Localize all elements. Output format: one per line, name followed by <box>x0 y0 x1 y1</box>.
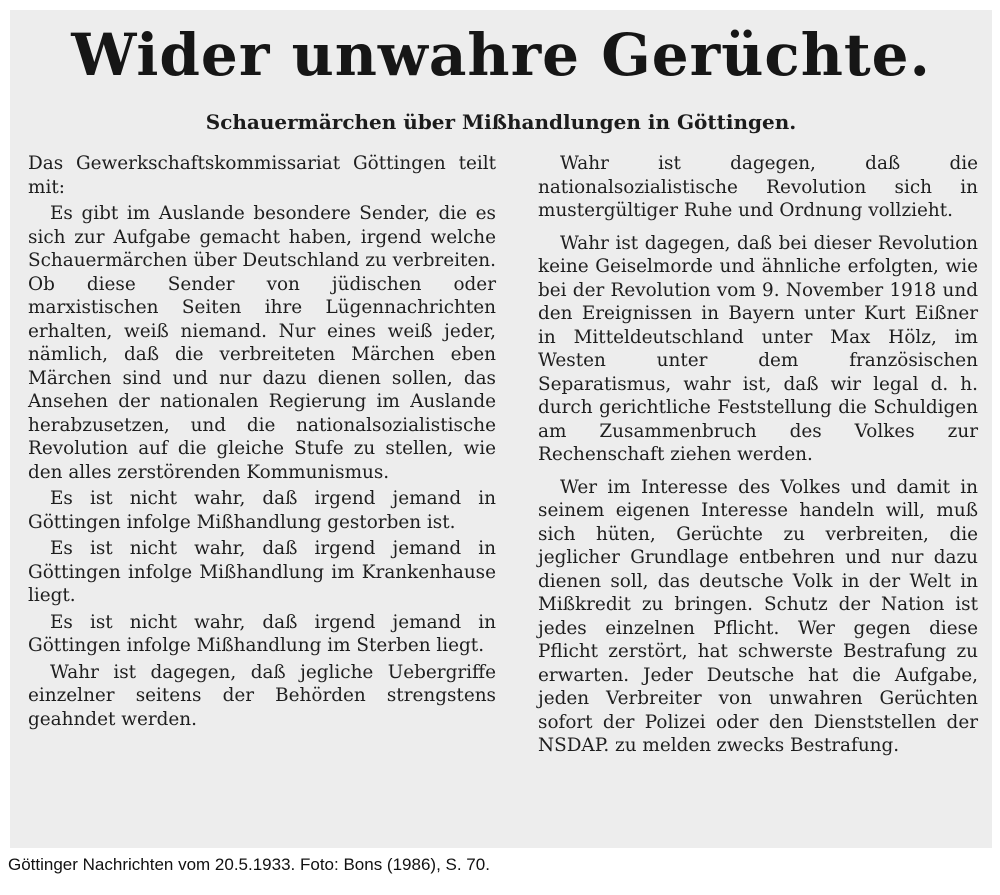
right-column <box>538 152 978 761</box>
left-paragraph-senders: Es gibt im Auslande besondere Sender, die es sich zur Aufgabe gemacht haben, irgend welche Schauermärchen über Deutschland zu verbreiten. Ob diese Sender von jüdischen oder marxistischen Seiten ihre Lügennachrichten erhalten, weiß niemand. Nur eines weiß jeder, nämlich, daß die verbreiteten Märchen eben Märchen sind und nur dazu dienen sollen, das Ansehen der nationalen Regierung im Auslande herabzusetzen, und die nationalsozialistische Revolution auf die gleiche Stufe zu stellen, wie den alles zerstörenden Kommunismus. <box>28 203 496 483</box>
subheadline: Schauermärchen über Mißhandlungen in Göttingen. <box>205 110 797 134</box>
newspaper-clipping <box>10 10 992 848</box>
left-paragraph-intro: Das Gewerkschaftskommissariat Göttingen teilt mit: <box>28 153 496 198</box>
left-paragraph-true-punished: Wahr ist dagegen, daß jegliche Uebergriffe einzelner seitens der Behörden strengstens geahndet werden. <box>28 661 496 730</box>
headline: Wider unwahre Gerüchte. <box>71 21 931 89</box>
right-paragraph-rumors-warning: Wer im Interesse des Volkes und damit in seinem eigenen Interesse handeln will, muß sich hüten, Gerüchte zu verbreiten, die jeglicher Grundlage entbehren und nur dazu dienen soll, das deutsche Volk in der Welt in Mißkredit zu bringen. Schutz der Nation ist jedes einzelnen Pflicht. Wer gegen diese Pflicht zerstört, hat schwerste Bestrafung zu erwarten. Jeder Deutsche hat die Aufgabe, jeden Verbreiter von unwahren Gerüchten sofort der Polizei oder den Dienststellen der NSDAP. zu melden zwecks Bestrafung. <box>538 476 978 756</box>
left-paragraph-not-dying: Es ist nicht wahr, daß irgend jemand in Göttingen infolge Mißhandlung im Sterben liegt. <box>28 611 496 656</box>
photo-caption: Göttinger Nachrichten vom 20.5.1933. Foto: Bons (1986), S. 70. <box>8 855 490 874</box>
right-paragraph-revolution-order: Wahr ist dagegen, daß die nationalsozialistische Revolution sich in mustergültiger Ruhe und Ordnung vollzieht. <box>538 153 978 221</box>
left-column <box>28 152 496 734</box>
left-paragraph-not-hospital: Es ist nicht wahr, daß irgend jemand in Göttingen infolge Mißhandlung im Krankenhause liegt. <box>28 538 496 606</box>
right-paragraph-no-hostage-murders: Wahr ist dagegen, daß bei dieser Revolution keine Geiselmorde und ähnliche erfolgten, wie bei der Revolution vom 9. November 1918 und den Ereignissen in Bayern unter Kurt Eißner in Mitteldeutschland unter Max Hölz, im Westen unter dem französischen Separatismus, wahr ist, daß wir legal d. h. durch gerichtliche Feststellung die Schuldigen am Zusammenbruch des Volkes zur Rechenschaft ziehen werden. <box>538 232 978 465</box>
left-paragraph-not-died: Es ist nicht wahr, daß irgend jemand in Göttingen infolge Mißhandlung gestorben ist. <box>28 488 496 533</box>
